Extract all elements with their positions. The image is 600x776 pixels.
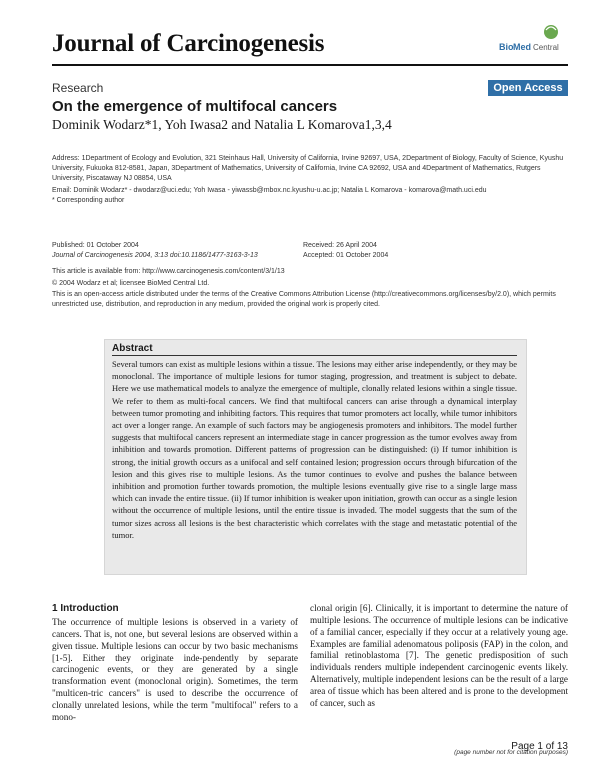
body-column-left: [52, 603, 298, 724]
page-number-note: (page number not for citation purposes): [454, 749, 568, 756]
open-access-badge: Open Access: [488, 80, 568, 96]
introduction-paragraph-2: clonal origin [6]. Clinically, it is important to determine the nature of multiple lesions. The occurrence of multiple lesions can be indicative of a familial cancer, especially if they occur at a relatively young age. Examples are familial adenomatous poliposis (FAP) in the colon, and familial retinoblastoma [7]. The genetic predisposition of such individuals renders multiple independent carcinogenic events likely. Alternatively, multiple independent lesions can be the result of a large area of tissue which has been altered and is prone to the development of cancer, such as: [310, 603, 568, 708]
article-title: On the emergence of multifocal cancers: [52, 98, 338, 115]
header-rule: [52, 64, 568, 66]
logo-bio: Bio: [499, 42, 514, 52]
article-authors: Dominik Wodarz*1, Yoh Iwasa2 and Natalia L Komarova1,3,4: [52, 117, 392, 132]
published-date: Published: 01 October 2004: [52, 242, 139, 249]
introduction-paragraph-1: The occurrence of multiple lesions is observed in a variety of cancers. That is, not one, but several lesions are observed within a given tissue. Multiple lesions can occur by two basic mechanisms [1-5]. Either they originate inde-pendently by separate carcinogenic events, or they are generated by a single transformation event (monoclonal origin). Sometimes, the term "multicen-tric cancers" is used to describe the occurrence of clonally unrelated lesions, while the term "multifocal" refers to a mono-: [52, 617, 298, 722]
logo-med: Med: [513, 42, 531, 52]
biomed-globe-icon: [497, 20, 567, 56]
biomed-central-logo[interactable]: [497, 20, 567, 56]
abstract-rule: [112, 355, 517, 356]
journal-title: Journal of Carcinogenesis: [52, 30, 325, 57]
introduction-heading: 1 Introduction: [52, 603, 119, 614]
abstract-heading: Abstract: [112, 343, 153, 354]
logo-central: Central: [533, 43, 559, 52]
abstract-text: Several tumors can exist as multiple lesions within a tissue. The lesions may either arise independently, or they may be monoclonal. The importance of multiple lesions for tumor staging, progression, and treatment is subject to debate. Here we use mathematical models to analyze the emergence of multiple, clonally related lesions within a single tissue. We refer to them as multi-focal cancers. We find that multifocal cancers can arise through a dynamical interplay between tumor promoting and inhibiting factors. This requires that tumor promoters act locally, while tumor inhibitors act over a longer range. An example of such factors may be angiogenesis promoters and inhibitors. The model further suggests that multifocal cancers represent an intermediate stage in cancer progression as the tumor evolves away from inhibition and towards promotion. Different patterns of progression can be distinguished: (i) If tumor inhibition is strong, the initial growth occurs as a unifocal and self contained lesion; progression occurs through bifurcation of the lesion and this gives rise to multiple lesions. As the tumor continues to evolve and pushes the balance between inhibition and promotion further towards promotion, the multiple lesions eventually give rise to a single large mass which can invade the entire tissue. (ii) If tumor inhibition is weaker upon initiation, growth can occur as a single lesion without the occurrence of multiple lesions, until the entire tissue is invaded. The model suggests that the sum of the tumor sizes across all lesions is the best characteristic which correlates with the stage and metastatic potential of the tumor.: [112, 359, 517, 540]
citation: Journal of Carcinogenesis 2004, 3:13 doi:10.1186/1477-3163-3-13: [52, 252, 258, 259]
availability-link[interactable]: This article is available from: http://www.carcinogenesis.com/content/3/1/13: [52, 268, 285, 275]
copyright: © 2004 Wodarz et al; licensee BioMed Central Ltd.: [52, 280, 210, 287]
author-address: Address: 1Department of Ecology and Evolution, 321 Steinhaus Hall, University of California, Irvine 92697, USA, 2Department of Biology, Faculty of Science, Kyushu University, Fukuoka 812-8581, Japan, 3Department of Mathematics, University of California, Irvine CA 92692, USA and 4Department of Mathematics, Rutgers University, Piscataway NJ 08854, USA: [52, 155, 564, 182]
received-date: Received: 26 April 2004: [303, 242, 377, 249]
license-text: This is an open-access article distributed under the terms of the Creative Commons Attribution License (http://creativecommons.org/licenses/by/2.0), which permits unrestricted use, distribution, and reproduction in any medium, provided the original work is properly cited.: [52, 291, 556, 308]
author-emails: Email: Dominik Wodarz* - dwodarz@uci.edu; Yoh Iwasa - yiwassb@mbox.nc.kyushu-u.ac.jp; Natalia L Komarova - komarova@math.uci.edu: [52, 187, 487, 194]
page-number: Page 1 of 13: [511, 741, 568, 752]
accepted-date: Accepted: 01 October 2004: [303, 252, 389, 259]
corresponding-author-note: * Corresponding author: [52, 197, 125, 204]
body-column-right: [310, 603, 568, 710]
article-section: Research: [52, 81, 104, 95]
